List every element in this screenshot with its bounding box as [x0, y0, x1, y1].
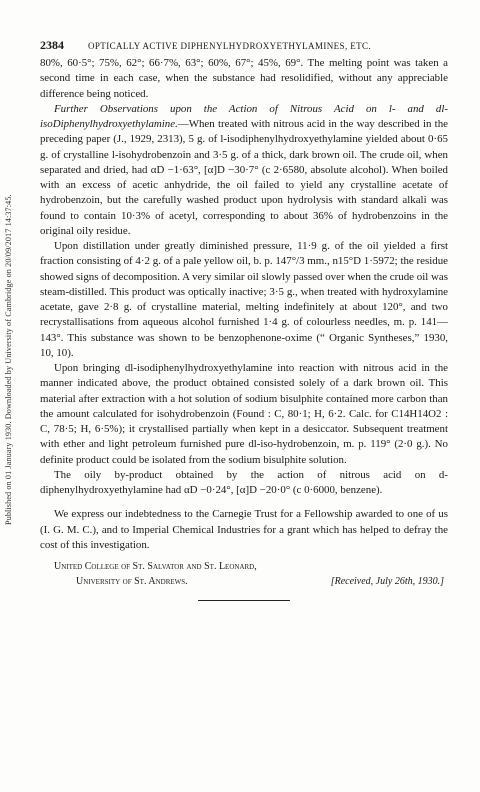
running-title: OPTICALLY ACTIVE DIPHENYLHYDROXYETHYLAMINES, ETC. — [88, 41, 372, 51]
page-body — [40, 38, 448, 601]
paragraph-melting-points: 80%, 60·5°; 75%, 62°; 66·7%, 63°; 60%, 67°; 45%, 69°. The melting point was taken a second time in each case, when the substance had resolidified, without any appreciable difference being noticed. — [40, 57, 448, 100]
paragraph-distillation: Upon distillation under greatly diminished pressure, 11·9 g. of the oil yielded a first fraction consisting of 4·2 g. of a pale yellow oil, b. p. 147°/3 mm., n15°D 1·5972; the residue showed signs of decomposition. A very similar oil slowly passed over when the crude oil was steam-distilled. This product was optically inactive; 3·5 g., when treated with hydroxylamine acetate, gave 2·8 g. of crystalline material, melting indefinitely at about 120°, and two recrystallisations from aqueous alcohol furnished 1·4 g. of colourless needles, m. p. 141—143°. This substance was shown to be benzophenone-oxime (“ Organic Syntheses,” 1930, 10, 10). — [40, 240, 448, 359]
paragraph-dl-iso-reaction: Upon bringing dl-isodiphenylhydroxyethylamine into reaction with nitrous acid in the manner indicated above, the product obtained consisted solely of a dark brown oil. This material after extraction with a hot solution of sodium bisulphite contained more carbon than the amount calculated for isohydrobenzoin (Found : C, 80·1; H, 6·2. Calc. for C14H14O2 : C, 78·5; H, 6·5%); it crystallised partially when kept in a desiccator. Subsequent treatment with ether and light petroleum furnished pure dl-iso-hydrobenzoin, m. p. 119° (2·0 g.). No definite product could be isolated from the sodium bisulphite solution. — [40, 362, 448, 466]
affiliation-line — [40, 574, 448, 589]
page-header — [40, 38, 448, 56]
affiliation-college: United College of St. Salvator and St. Leonard, — [54, 561, 257, 572]
download-provenance-note: Published on 01 January 1930. Downloaded by University of Cambridge on 20/09/2017 14:37:45. — [4, 194, 13, 526]
paragraph-oily-byproduct: The oily by-product obtained by the action of nitrous acid on d-diphenylhydroxyethylamine had αD −0·24°, [α]D −20·0° (c 0·6000, benzene). — [40, 468, 448, 496]
page-number: 2384 — [40, 38, 64, 52]
section-heading: Further Observations upon the Action of Nitrous Acid on l- and dl-isoDiphenylhydroxyethylamine. — [40, 102, 448, 130]
received-date: [Received, July 26th, 1930.] — [330, 576, 444, 588]
affiliation-university: University of St. Andrews. — [76, 576, 188, 588]
paragraph-acknowledgements: We express our indebtedness to the Carnegie Trust for a Fellowship awarded to one of us (I. G. M. C.), and to Imperial Chemical Industries for a grant which has helped to defray the cost of this investigation. — [40, 508, 448, 551]
paragraph-nitrous-acid-observations — [40, 102, 448, 239]
section-body: —When treated with nitrous acid in the way described in the preceding paper (J., 1929, 2313), 5 g. of l-isodiphenylhydroxyethylamine yielded about 0·65 g. of crystalline l-isohydrobenzoin and 3·5 g. of a thick, dark brown oil. The crude oil, when separated and dried, had αD −1·63°, [α]D −30·7° (c 2·6580, absolute alcohol). When boiled with an excess of acetic anhydride, the oil failed to yield any crystalline acetate of hydrobenzoin, but the carefully washed product upon hydrolysis with standard alkali was found to contain 10·3% of acetyl, corresponding to about 36% of hydrobenzoins in the original oily residue. — [40, 118, 448, 237]
end-rule — [198, 600, 290, 601]
